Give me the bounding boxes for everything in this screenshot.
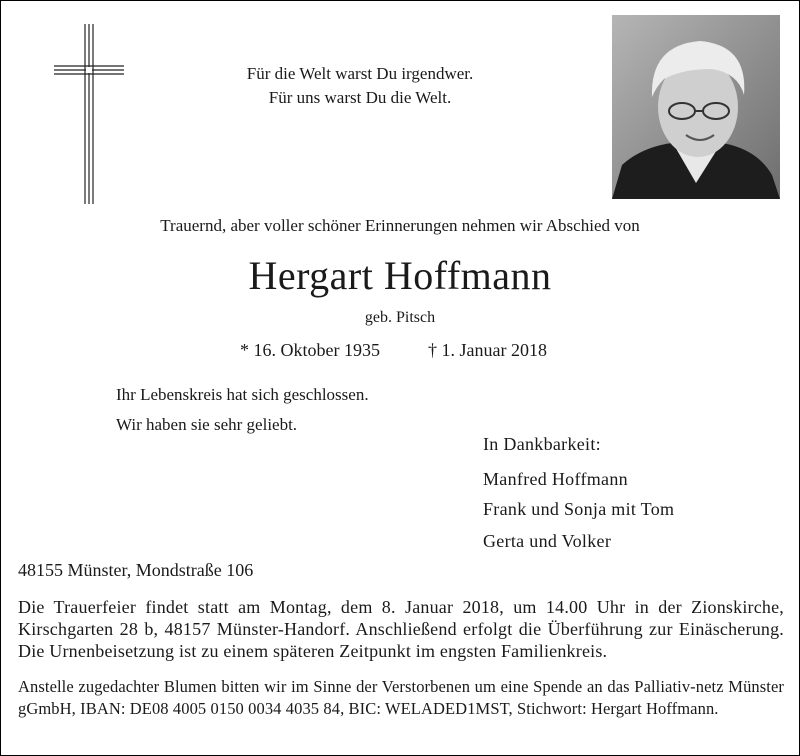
mourner-name: Frank und Sonja mit Tom [483, 499, 675, 519]
intro-text: Trauernd, aber voller schöner Erinnerungen nehmen wir Abschied von [160, 216, 640, 235]
mourners-heading: In Dankbarkeit: [483, 434, 601, 454]
verse-line-1: Ihr Lebenskreis hat sich geschlossen. [116, 385, 369, 404]
birth-name: geb. Pitsch [364, 309, 436, 326]
mourner-name: Manfred Hoffmann [483, 469, 628, 489]
funeral-notice: Die Trauerfeier findet statt am Montag, dem 8. Januar 2018, um 14.00 Uhr in der Zionskirche, Kirschgarten 28 b, 48157 Münster-Handorf. Anschließend erfolgt die Überführung zur Einäscherung. Die Urnenbeisetzung ist zu einem späteren Zeitpunkt im engsten Familienkreis. [18, 597, 784, 661]
deceased-name: Hergart Hoffmann [248, 253, 552, 298]
quote-line-2: Für uns warst Du die Welt. [268, 88, 452, 107]
family-address: 48155 Münster, Mondstraße 106 [18, 560, 254, 580]
portrait-photo [612, 15, 780, 199]
quote [190, 62, 530, 110]
birth-date: * 16. Oktober 1935 [240, 340, 380, 360]
mourner-name: Gerta und Volker [483, 531, 612, 551]
verse-line-2: Wir haben sie sehr geliebt. [116, 415, 298, 434]
quote-line-1: Für die Welt warst Du irgendwer. [246, 64, 474, 83]
death-date: † 1. Januar 2018 [428, 340, 547, 360]
christian-cross-icon [54, 24, 124, 204]
donation-notice: Anstelle zugedachter Blumen bitten wir im Sinne der Verstorbenen um eine Spende an das Palliativ-netz Münster gGmbH, IBAN: DE08 4005 0150 0034 4035 84, BIC: WELADED1MST, Stichwort: Hergart Hoffmann. [18, 677, 784, 718]
